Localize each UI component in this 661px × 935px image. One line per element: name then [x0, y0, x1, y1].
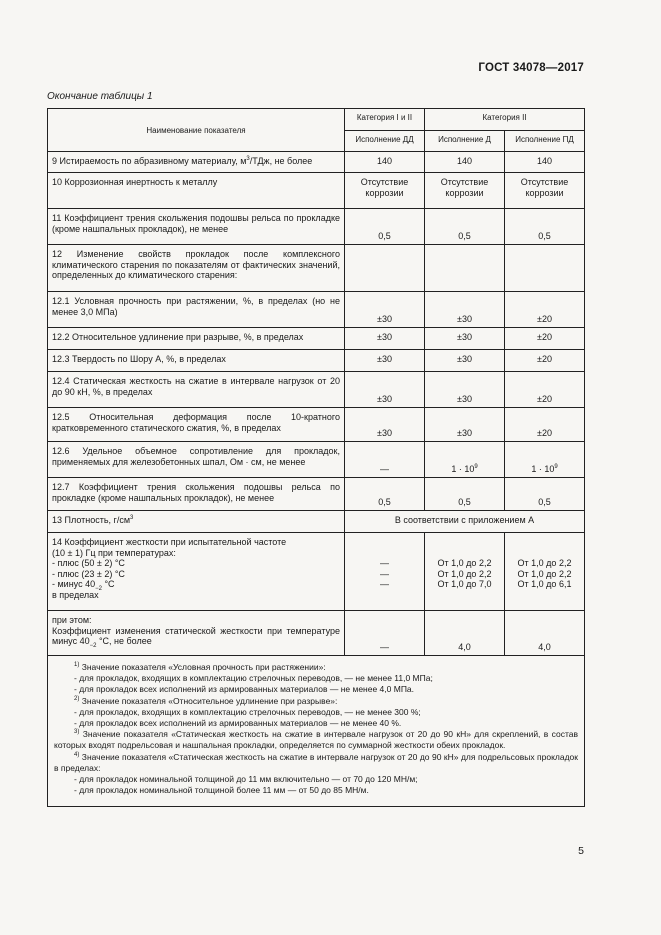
row-name: 9 Истираемость по абразивному материалу, $м^3$/ТДж, не более — [48, 152, 345, 173]
notes-row — [48, 656, 585, 807]
cell-value: ±30 — [425, 350, 505, 372]
header-isp-d: Исполнение Д — [425, 130, 505, 152]
cell-empty — [425, 245, 505, 292]
cell-value: 140 — [505, 152, 585, 173]
row-name: 12.2 Относительное удлинение при разрыве, %, в пределах — [48, 328, 345, 350]
table-header-row — [48, 109, 585, 131]
row-name: 12.1 Условная прочность при растяжении, %, в пределах (но не менее 3,0 МПа) — [48, 292, 345, 328]
cell-value: ±20 — [505, 292, 585, 328]
cell-value: ±30 — [345, 350, 425, 372]
table-caption: Окончание таблицы 1 — [47, 91, 153, 102]
cell-value: ±30 — [345, 372, 425, 408]
row-name: 12.6 Удельное объемное сопротивление для прокладок, применяемых для железобетонных шпал, Ом · см, не менее — [48, 442, 345, 478]
cell-value: От 1,0 до 2,2 От 1,0 до 2,2 От 1,0 до 6,1 — [505, 533, 585, 611]
cell-empty — [505, 245, 585, 292]
table-row — [48, 533, 585, 611]
table-row — [48, 173, 585, 209]
cell-value: ±20 — [505, 372, 585, 408]
table-row — [48, 611, 585, 656]
row-name: 12 Изменение свойств прокладок после комплексного климатического старения по показателям от фактических значений, определенных до климатического старения: — [48, 245, 345, 292]
cell-value: 0,5 — [425, 209, 505, 245]
cell-value: 0,5 — [505, 209, 585, 245]
note-1b: - для прокладок всех исполнений из армированных материалов — не менее 4,0 МПа. — [74, 684, 415, 695]
header-isp-pd: Исполнение ПД — [505, 130, 585, 152]
cell-value: 0,5 — [505, 478, 585, 511]
note-2b: - для прокладок всех исполнений из армированных материалов — не менее 40 %. — [74, 718, 402, 729]
row-name: 13 Плотность, $г/см^3$ — [48, 511, 345, 533]
table-notes — [48, 656, 585, 807]
note-4a: - для прокладок номинальной толщиной до 11 мм включительно — от 70 до 120 МН/м; — [74, 774, 418, 785]
cell-value: 0,5 — [345, 209, 425, 245]
note-4b: - для прокладок номинальной толщиной более 11 мм — от 50 до 85 МН/м. — [74, 785, 369, 796]
cell-span-value: В соответствии с приложением А — [345, 511, 585, 533]
table-row — [48, 292, 585, 328]
cell-value: ±30 — [345, 408, 425, 442]
row-name: при этом: Коэффициент изменения статической жесткости при температуре минус $40_{-2}$ °С, не более — [48, 611, 345, 656]
page-number: 5 — [578, 845, 584, 857]
cell-value: ±30 — [425, 292, 505, 328]
table-row — [48, 350, 585, 372]
cell-value: $1 \cdot 10^9$ — [505, 442, 585, 478]
table-row — [48, 408, 585, 442]
table-row — [48, 478, 585, 511]
properties-table — [47, 108, 585, 807]
row-name: 14 Коэффициент жесткости при испытательной частоте (10 ± 1) Гц при температурах: - плюс (50 ± 2) °С - плюс (23 ± 2) °С - минус $40_{-2}$ °С в пределах — [48, 533, 345, 611]
note-1: $^{1)}$ Значение показателя «Условная прочность при растяжении»: — [74, 662, 326, 672]
row-name: 12.5 Относительная деформация после 10-кратного кратковременного статического сжатия, %, в пределах — [48, 408, 345, 442]
note-4: $^{4)}$ Значение показателя «Статическая жесткость на сжатие в интервале нагрузок от 20 до 90 кН» для подрельсовых прокладок в пределах: — [54, 751, 579, 773]
cell-value: ±20 — [505, 408, 585, 442]
row-name: 11 Коэффициент трения скольжения подошвы рельса по прокладке (кроме нашпальных прокладок), не менее — [48, 209, 345, 245]
cell-value: Отсутствие коррозии — [425, 173, 505, 209]
header-isp-dd: Исполнение ДД — [345, 130, 425, 152]
header-category-1-2: Категория I и II — [345, 109, 425, 131]
cell-value: — — [345, 611, 425, 656]
cell-value: 140 — [345, 152, 425, 173]
header-name: Наименование показателя — [48, 109, 345, 152]
cell-value: 4,0 — [425, 611, 505, 656]
cell-value: ±30 — [345, 292, 425, 328]
note-2a: - для прокладок, входящих в комплектацию стрелочных переводов, — не менее 300 %; — [74, 706, 421, 717]
cell-value: 4,0 — [505, 611, 585, 656]
cell-value: — — — — [345, 533, 425, 611]
cell-value: От 1,0 до 2,2 От 1,0 до 2,2 От 1,0 до 7,0 — [425, 533, 505, 611]
cell-value: ±20 — [505, 328, 585, 350]
table-row — [48, 328, 585, 350]
cell-value: — — [345, 442, 425, 478]
table-row — [48, 442, 585, 478]
cell-value: ±30 — [425, 408, 505, 442]
cell-value: 0,5 — [425, 478, 505, 511]
table-row — [48, 245, 585, 292]
note-1a: - для прокладок, входящих в комплектацию стрелочных переводов, — не менее 11,0 МПа; — [74, 673, 433, 684]
standard-number: ГОСТ 34078—2017 — [478, 62, 584, 74]
row-name: 12.7 Коэффициент трения скольжения подошвы рельса по прокладке (кроме нашпальных прокладок), не менее — [48, 478, 345, 511]
cell-value: Отсутствие коррозии — [505, 173, 585, 209]
table-row — [48, 152, 585, 173]
note-3: $^{3)}$ Значение показателя «Статическая жесткость на сжатие в интервале нагрузок от 20 до 90 кН» для скреплений, в состав которых входят подрельсовая и нашпальная прокладки, определяется по суммарной жесткости обеих прокладок. — [54, 729, 579, 751]
cell-value: 0,5 — [345, 478, 425, 511]
cell-value: $1 \cdot 10^9$ — [425, 442, 505, 478]
cell-value: ±20 — [505, 350, 585, 372]
cell-value: 140 — [425, 152, 505, 173]
row-name: 12.4 Статическая жесткость на сжатие в интервале нагрузок от 20 до 90 кН, %, в пределах — [48, 372, 345, 408]
cell-value: ±30 — [345, 328, 425, 350]
table-row — [48, 372, 585, 408]
table-row — [48, 209, 585, 245]
note-2: $^{2)}$ Значение показателя «Относительное удлинение при разрыве»: — [74, 695, 338, 706]
header-category-2: Категория II — [425, 109, 585, 131]
table-row — [48, 511, 585, 533]
row-name: 10 Коррозионная инертность к металлу — [48, 173, 345, 209]
cell-value: ±30 — [425, 372, 505, 408]
cell-empty — [345, 245, 425, 292]
cell-value: Отсутствие коррозии — [345, 173, 425, 209]
cell-value: ±30 — [425, 328, 505, 350]
row-name: 12.3 Твердость по Шору А, %, в пределах — [48, 350, 345, 372]
